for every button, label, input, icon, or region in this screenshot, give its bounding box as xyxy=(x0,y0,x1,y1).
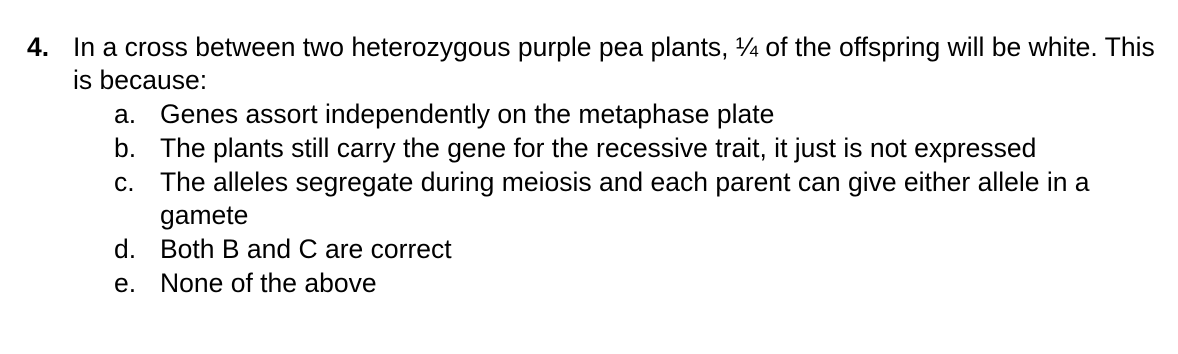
answer-option-d xyxy=(0,233,1150,267)
option-text: Genes assort independently on the metaphase plate xyxy=(160,99,775,129)
option-letter: c. xyxy=(114,166,135,197)
answer-option-c xyxy=(0,166,1150,234)
option-letter: e. xyxy=(114,267,137,298)
option-letter: d. xyxy=(114,234,137,265)
option-text: The alleles segregate during meiosis and each parent can give either allele in a gamete xyxy=(160,166,1090,231)
question-number: 4. xyxy=(27,32,50,62)
option-letter: a. xyxy=(114,99,137,129)
answer-option-e xyxy=(0,267,1150,301)
option-text: Both B and C are correct xyxy=(160,234,452,265)
question-stem: In a cross between two heterozygous purple pea plants, ¼ of the offspring will be white. This is because: xyxy=(73,32,1155,95)
option-text: None of the above xyxy=(160,267,377,298)
answer-option-a xyxy=(0,98,1150,132)
option-letter: b. xyxy=(114,132,137,163)
option-text: The plants still carry the gene for the recessive trait, it just is not expressed xyxy=(160,132,1037,163)
answer-option-b xyxy=(0,132,1150,166)
answer-options xyxy=(0,98,1178,301)
